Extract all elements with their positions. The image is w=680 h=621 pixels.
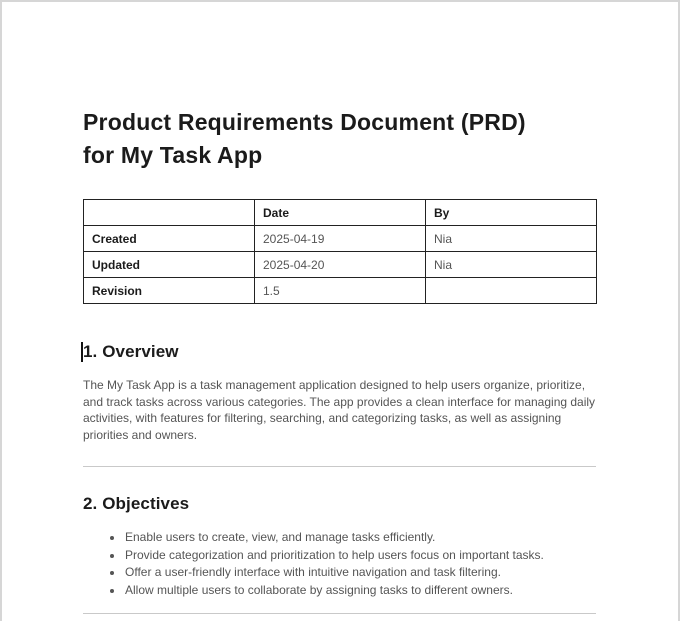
list-item: • Offer a user-friendly interface with intuitive navigation and task filtering. bbox=[124, 564, 599, 582]
list-item: • Provide categorization and prioritization to help users focus on important tasks. bbox=[124, 547, 599, 565]
section-heading-overview bbox=[83, 341, 599, 363]
overview-paragraph: The My Task App is a task management application designed to help users organize, prioritize, and track tasks across various categories. The app provides a clean interface for managing daily activities, with features for filtering, searching, and categorizing tasks, as well as assigning priorities and owners. bbox=[83, 378, 596, 442]
objectives-list bbox=[83, 529, 599, 599]
list-item: • Allow multiple users to collaborate by assigning tasks to different owners. bbox=[124, 582, 599, 600]
revision-table-revision-label: Revision bbox=[84, 278, 255, 304]
section-divider bbox=[83, 613, 596, 614]
revision-table-created-by: Nia bbox=[426, 226, 597, 252]
text-cursor-caret bbox=[81, 342, 83, 362]
revision-table-updated-date: 2025-04-20 bbox=[255, 252, 426, 278]
table-row bbox=[84, 278, 597, 304]
document-title-line-1: Product Requirements Document (PRD) bbox=[83, 109, 526, 135]
list-item: • Enable users to create, view, and manage tasks efficiently. bbox=[124, 529, 599, 547]
section-heading-overview-label: 1. Overview bbox=[83, 342, 179, 361]
table-row bbox=[84, 226, 597, 252]
revision-table bbox=[83, 199, 597, 304]
revision-table-revision-by bbox=[426, 278, 597, 304]
section-heading-objectives: 2. Objectives bbox=[83, 494, 190, 513]
revision-table-header-empty bbox=[84, 200, 255, 226]
document-content bbox=[83, 106, 599, 614]
revision-table-updated-by: Nia bbox=[426, 252, 597, 278]
revision-table-header-date: Date bbox=[255, 200, 426, 226]
revision-table-created-label: Created bbox=[84, 226, 255, 252]
revision-table-header-by: By bbox=[426, 200, 597, 226]
revision-table-updated-label: Updated bbox=[84, 252, 255, 278]
document-title bbox=[83, 106, 599, 172]
section-divider bbox=[83, 466, 596, 467]
document-title-line-2: for My Task App bbox=[83, 142, 263, 168]
revision-table-header-row bbox=[84, 200, 597, 226]
revision-table-created-date: 2025-04-19 bbox=[255, 226, 426, 252]
table-row bbox=[84, 252, 597, 278]
revision-table-revision-value: 1.5 bbox=[255, 278, 426, 304]
